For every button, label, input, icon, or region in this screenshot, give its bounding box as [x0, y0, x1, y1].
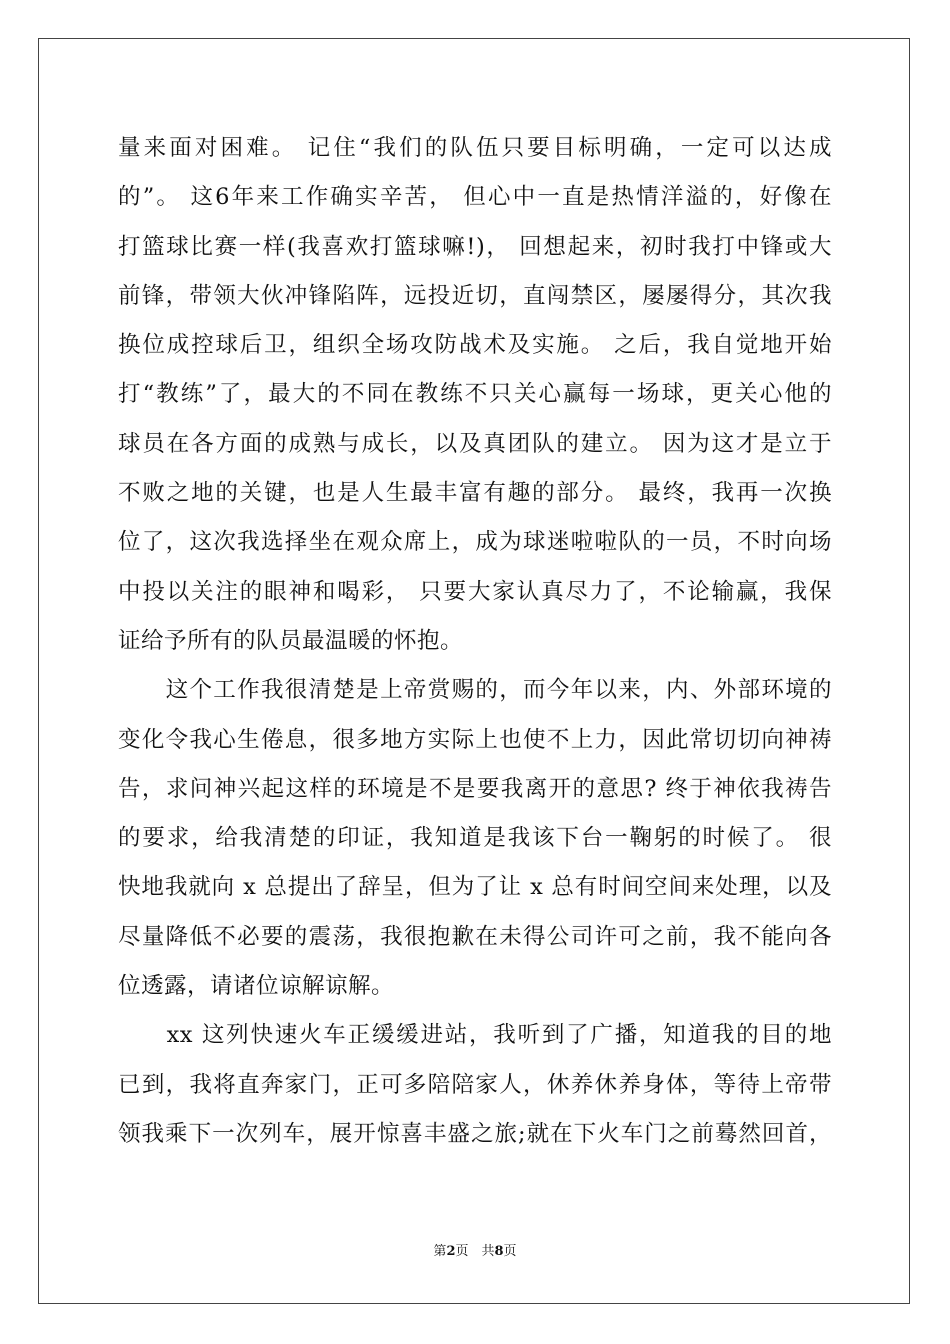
text-line: 换位成控球后卫，组织全场攻防战术及实施。 之后，我自觉地开始: [118, 332, 832, 359]
page-total: 8: [494, 1244, 504, 1259]
text-line: 已到，我将直奔家门，正可多陪陪家人，休养休养身体，等待上帝带: [118, 1071, 832, 1098]
text-line: 告，求问神兴起这样的环境是不是要我离开的意思? 终于神依我祷告: [118, 775, 832, 802]
footer-prefix: 第: [433, 1244, 447, 1259]
text-line: 不败之地的关键，也是人生最丰富有趣的部分。 最终，我再一次换: [118, 480, 832, 507]
text-line: 证给予所有的队员最温暖的怀抱。: [118, 627, 464, 654]
text-line: 这个工作我很清楚是上帝赏赐的，而今年以来，内、外部环境的: [118, 677, 832, 704]
text-line: 快地我就向 x 总提出了辞呈，但为了让 x 总有时间空间来处理，以及: [118, 874, 832, 901]
footer-mid: 页 共: [455, 1244, 495, 1259]
text-line: xx 这列快速火车正缓缓进站，我听到了广播，知道我的目的地: [118, 1022, 832, 1049]
paragraph-1: [118, 128, 832, 670]
page-number: 2: [446, 1244, 456, 1259]
footer-suffix: 页: [503, 1244, 517, 1259]
page-footer: [0, 1240, 950, 1259]
text-line: 位了，这次我选择坐在观众席上，成为球迷啦啦队的一员，不时向场: [118, 529, 832, 556]
paragraph-2: [118, 670, 832, 1015]
text-line: 的”。 这6年来工作确实辛苦， 但心中一直是热情洋溢的，好像在: [118, 184, 832, 211]
text-line: 球员在各方面的成熟与成长，以及真团队的建立。 因为这才是立于: [118, 430, 832, 457]
text-line: 变化令我心生倦息，很多地方实际上也使不上力，因此常切切向神祷: [118, 726, 832, 753]
text-line: 领我乘下一次列车，展开惊喜丰盛之旅;就在下火车门之前蓦然回首，: [118, 1120, 832, 1147]
document-body: [118, 128, 832, 1163]
text-line: 前锋，带领大伙冲锋陷阵，远投近切，直闯禁区，屡屡得分，其次我: [118, 282, 832, 309]
text-line: 打“教练”了，最大的不同在教练不只关心赢每一场球，更关心他的: [118, 381, 832, 408]
text-line: 位透露，请诸位谅解谅解。: [118, 973, 395, 1000]
text-line: 的要求，给我清楚的印证，我知道是我该下台一鞠躬的时候了。 很: [118, 825, 832, 852]
paragraph-3: [118, 1015, 832, 1163]
text-line: 打篮球比赛一样(我喜欢打篮球嘛!)， 回想起来，初时我打中锋或大: [118, 233, 832, 260]
text-line: 量来面对困难。 记住“我们的队伍只要目标明确，一定可以达成: [118, 135, 832, 161]
text-line: 尽量降低不必要的震荡，我很抱歉在未得公司许可之前，我不能向各: [118, 923, 832, 950]
text-line: 中投以关注的眼神和喝彩， 只要大家认真尽力了，不论输赢，我保: [118, 578, 832, 605]
